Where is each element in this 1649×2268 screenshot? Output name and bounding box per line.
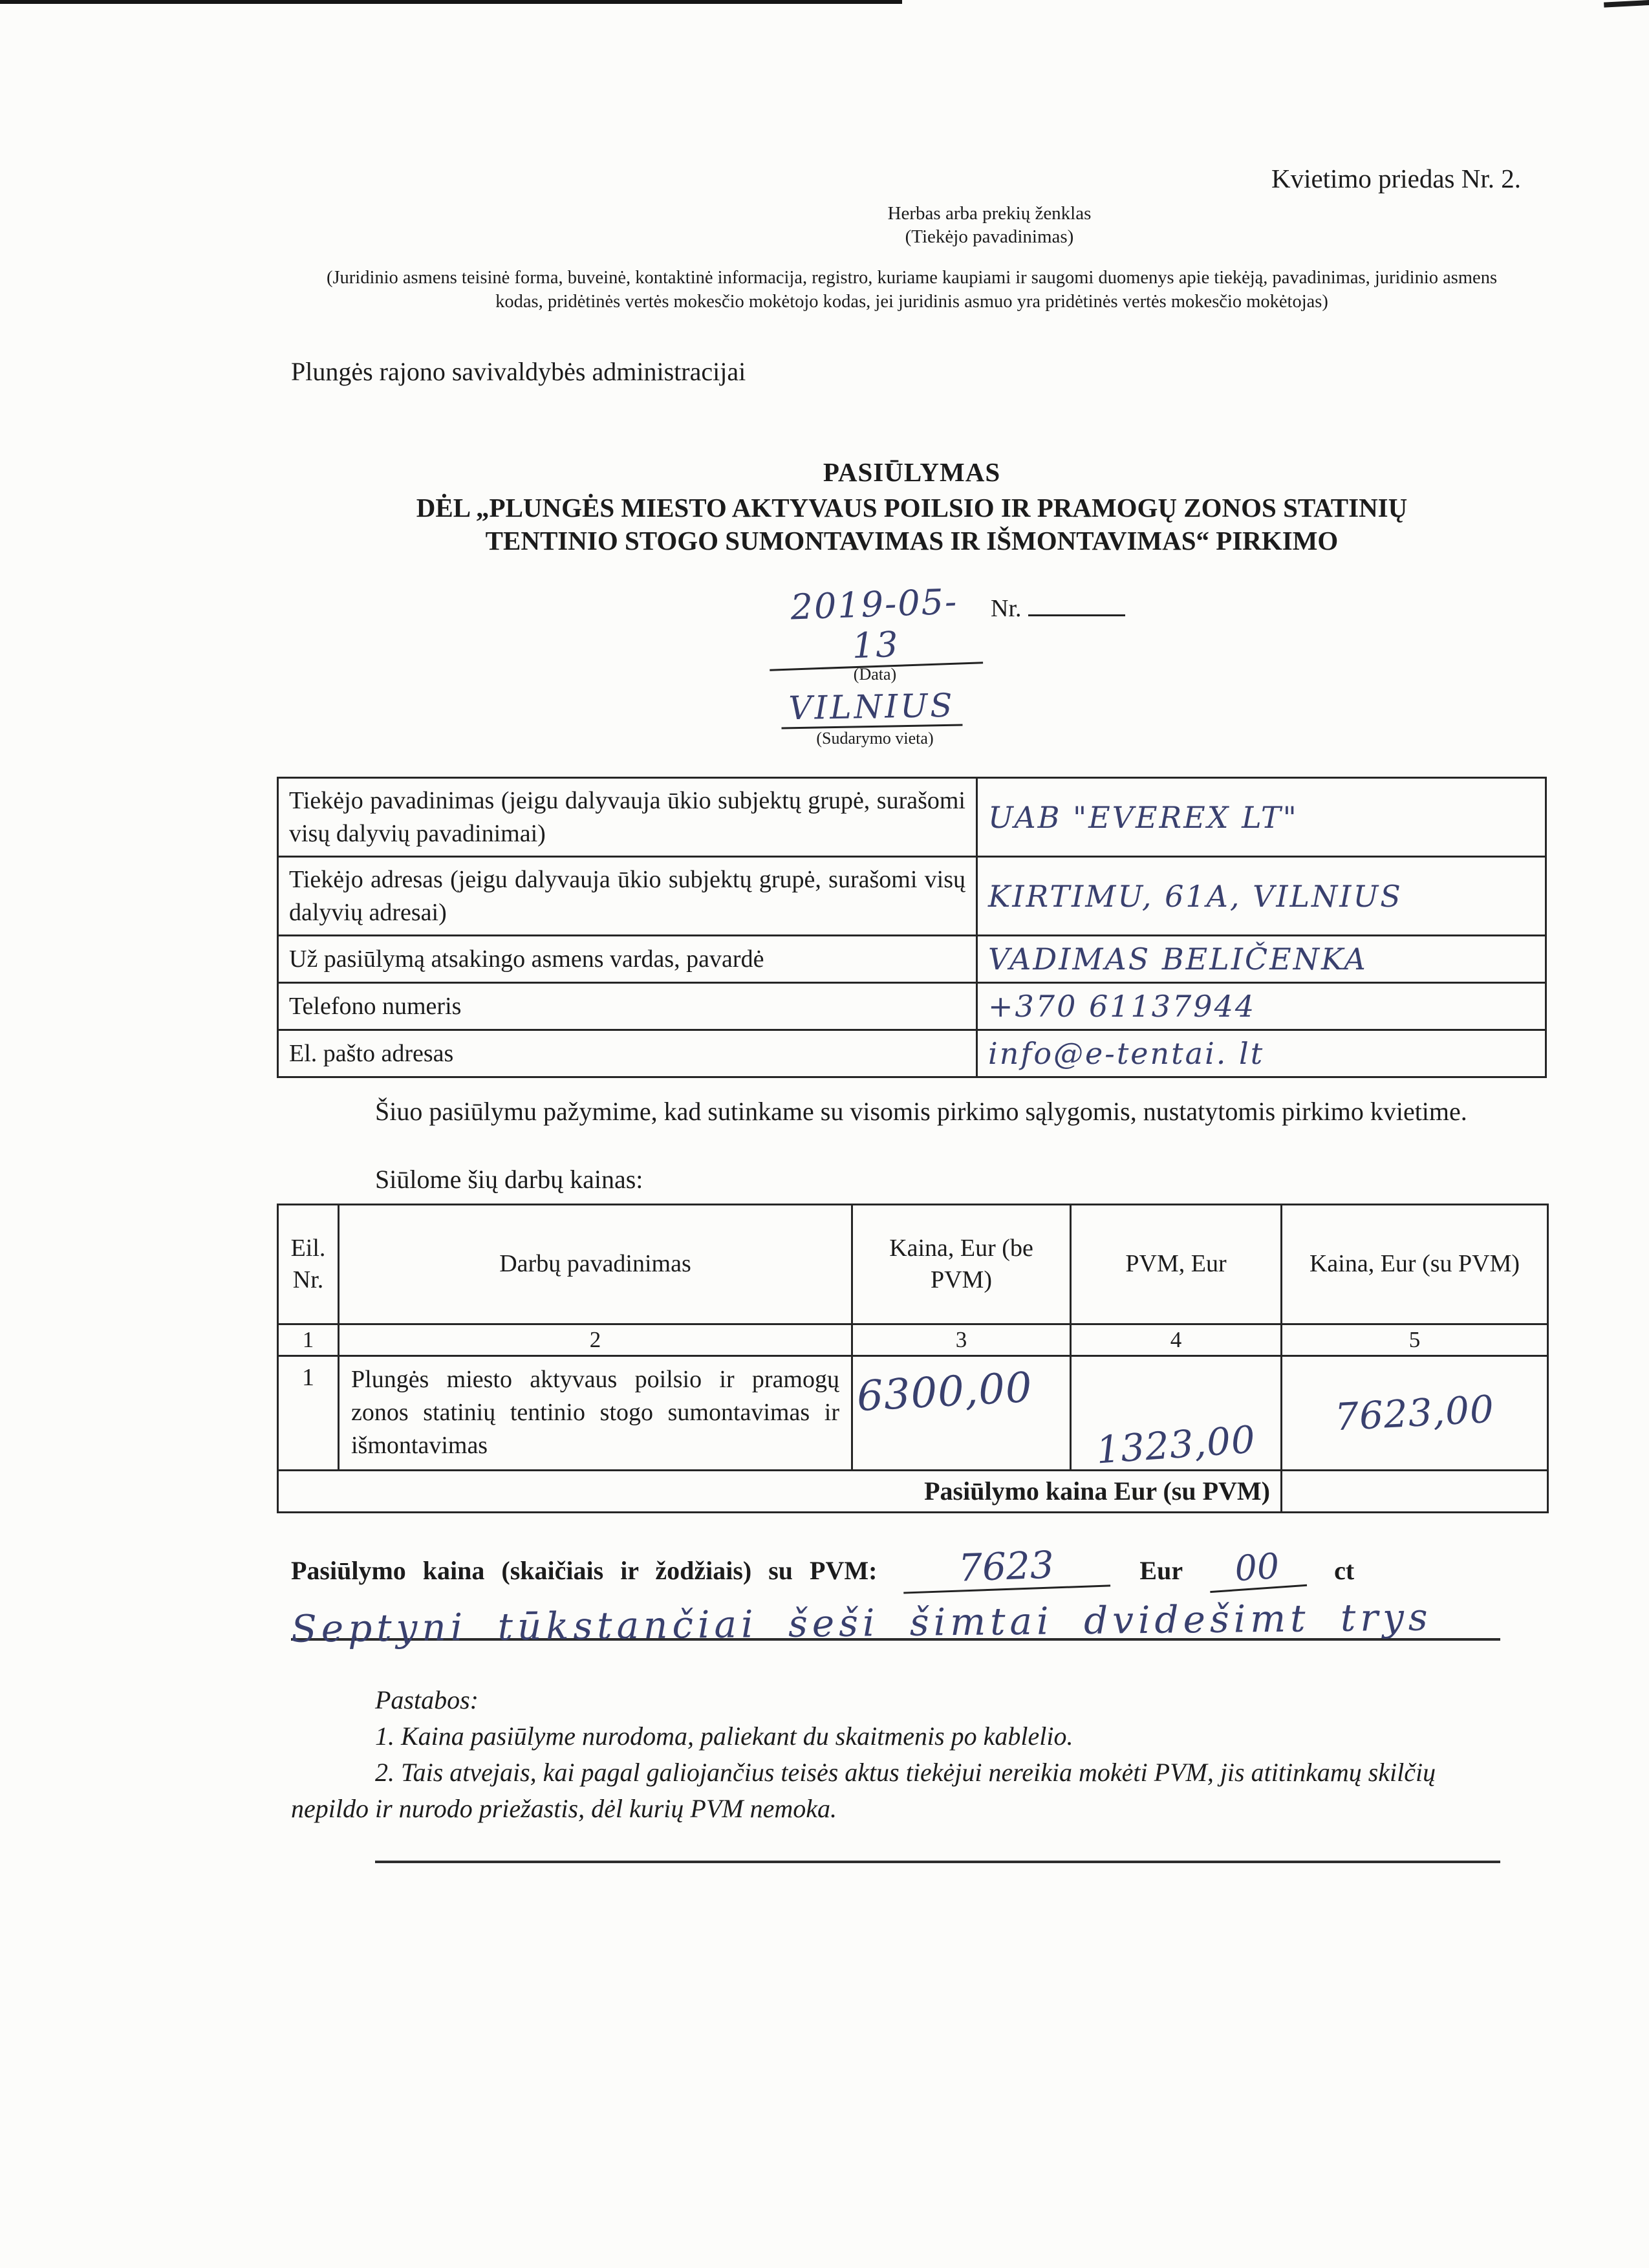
total-price-words-label: Pasiūlymo kaina (skaičiais ir žodžiais) su PVM: — [291, 1555, 878, 1585]
column-number: 2 — [339, 1324, 852, 1355]
total-price-blank-cell — [1282, 1470, 1548, 1512]
note-item: 1. Kaina pasiūlyme nurodoma, paliekant du skaitmenis po kablelio. — [375, 1721, 1073, 1751]
handwritten-total-amount: 7623 — [902, 1540, 1110, 1593]
field-label: El. pašto adresas — [278, 1030, 977, 1077]
handwritten-value: VADIMAS BELIČENKA — [977, 936, 1546, 983]
document-content — [277, 163, 1547, 1863]
total-price-line — [291, 1544, 1547, 1590]
amount-in-words-line — [290, 1595, 1500, 1651]
field-label: Telefono numeris — [278, 983, 977, 1030]
handwritten-value: UAB "EVEREX LT" — [977, 778, 1546, 857]
total-price-label: Pasiūlymo kaina Eur (su PVM) — [278, 1470, 1282, 1512]
field-label: Tiekėjo pavadinimas (jeigu dalyvauja ūkio subjektų grupė, surašomi visų dalyvių pavadinimai) — [278, 778, 977, 857]
column-header: Darbų pavadinimas — [339, 1204, 852, 1324]
work-item-row — [278, 1355, 1548, 1470]
place-caption: (Sudarymo vieta) — [816, 729, 934, 748]
field-label: Už pasiūlymą atsakingo asmens vardas, pavardė — [278, 936, 977, 983]
handwritten-value: info@e-tentai. lt — [977, 1030, 1546, 1077]
handwritten-price-no-vat: 6300,00 — [856, 1363, 1034, 1421]
price-with-vat-cell — [1282, 1355, 1548, 1470]
table-row — [278, 936, 1546, 983]
field-label: Tiekėjo adresas (jeigu dalyvauja ūkio subjektų grupė, surašomi visų dalyvių adresai) — [278, 857, 977, 936]
notes-section — [291, 1682, 1520, 1827]
supplier-info-table — [277, 777, 1547, 1078]
note-item: 2. Tais atvejais, kai pagal galiojančius teisės aktus tiekėjui nereikia mokėti PVM, jis atitinkamų skilčių nepildo ir nurodo priežastis, dėl kurių PVM nemoka. — [291, 1757, 1436, 1823]
column-number: 4 — [1071, 1324, 1282, 1355]
price-table — [277, 1204, 1549, 1513]
document-subtitle-line1: DĖL „PLUNGĖS MIESTO AKTYVAUS POILSIO IR PRAMOGŲ ZONOS STATINIŲ — [416, 492, 1408, 523]
price-table-footer-row — [278, 1470, 1548, 1512]
place-row — [768, 688, 1547, 728]
column-number: 3 — [852, 1324, 1071, 1355]
agreement-statement: Šiuo pasiūlymu pažymime, kad sutinkame su visomis pirkimo sąlygomis, nustatytomis pirkimo kvietime. — [375, 1097, 1467, 1127]
eur-label: Eur — [1139, 1555, 1183, 1585]
logo-caption-line1: Herbas arba prekių ženklas — [887, 203, 1092, 224]
table-row — [278, 857, 1546, 936]
column-header: Eil. Nr. — [278, 1204, 339, 1324]
logo-caption-line2: (Tiekėjo pavadinimas) — [905, 226, 1074, 248]
document-subtitle — [277, 491, 1547, 558]
prices-intro: Siūlome šių darbų kainas: — [375, 1164, 643, 1194]
annex-number-note: Kvietimo priedas Nr. 2. — [1271, 164, 1521, 193]
price-table-header-row — [278, 1204, 1548, 1324]
document-subtitle-line2: TENTINIO STOGO SUMONTAVIMAS IR IŠMONTAVIMAS“ PIRKIMO — [485, 525, 1339, 556]
document-title: PASIŪLYMAS — [823, 457, 1001, 487]
nr-blank-line — [1028, 582, 1125, 616]
vat-cell — [1071, 1355, 1282, 1473]
column-header: Kaina, Eur (su PVM) — [1282, 1204, 1548, 1324]
signature-line — [375, 1861, 1500, 1863]
date-row — [768, 582, 1547, 667]
handwritten-place: VILNIUS — [781, 687, 962, 729]
column-header: PVM, Eur — [1071, 1204, 1282, 1324]
handwritten-date: 2019-05-13 — [767, 580, 983, 671]
logo-caption — [354, 202, 1624, 249]
column-number-row — [278, 1324, 1548, 1355]
date-place-block — [768, 582, 1547, 748]
column-number: 1 — [278, 1324, 339, 1355]
handwritten-price-with-vat: 7623,00 — [1333, 1387, 1496, 1440]
ct-label: ct — [1334, 1555, 1355, 1585]
table-row — [278, 983, 1546, 1030]
handwritten-total-cents: 00 — [1207, 1544, 1307, 1593]
table-row — [278, 778, 1546, 857]
addressee: Plungės rajono savivaldybės administracijai — [291, 356, 746, 386]
work-name: Plungės miesto aktyvaus poilsio ir pramogų zonos statinių tentinio stogo sumontavimas ir išmontavimas — [339, 1355, 852, 1470]
column-header: Kaina, Eur (be PVM) — [852, 1204, 1071, 1324]
scan-corner-artifact — [1604, 0, 1649, 8]
scan-edge-artifact — [0, 0, 902, 4]
column-number: 5 — [1282, 1324, 1548, 1355]
handwritten-value: +370 61137944 — [977, 983, 1546, 1030]
table-row — [278, 1030, 1546, 1077]
notes-title: Pastabos: — [375, 1685, 479, 1714]
handwritten-vat: 1323,00 — [1094, 1417, 1257, 1473]
nr-label: Nr. — [991, 595, 1022, 623]
row-number: 1 — [278, 1355, 339, 1470]
handwritten-value: KIRTIMU, 61A, VILNIUS — [977, 857, 1546, 936]
handwritten-amount-in-words: Septyni tūkstančiai šeši šimtai dvidešimt trys — [290, 1595, 1432, 1651]
date-caption: (Data) — [853, 665, 897, 684]
price-no-vat-cell — [852, 1355, 1071, 1470]
legal-form-note: (Juridinio asmens teisinė forma, buveinė, kontaktinė informacija, registro, kuriame kaupiami ir saugomi duomenys apie tiekėją, pavadinimas, juridinio asmens kodas, pridėtinės vertės mokesčio mokėtojo kodas, jei juridinis asmuo yra pridėtinės vertės mokesčio mokėtojas) — [326, 267, 1498, 312]
